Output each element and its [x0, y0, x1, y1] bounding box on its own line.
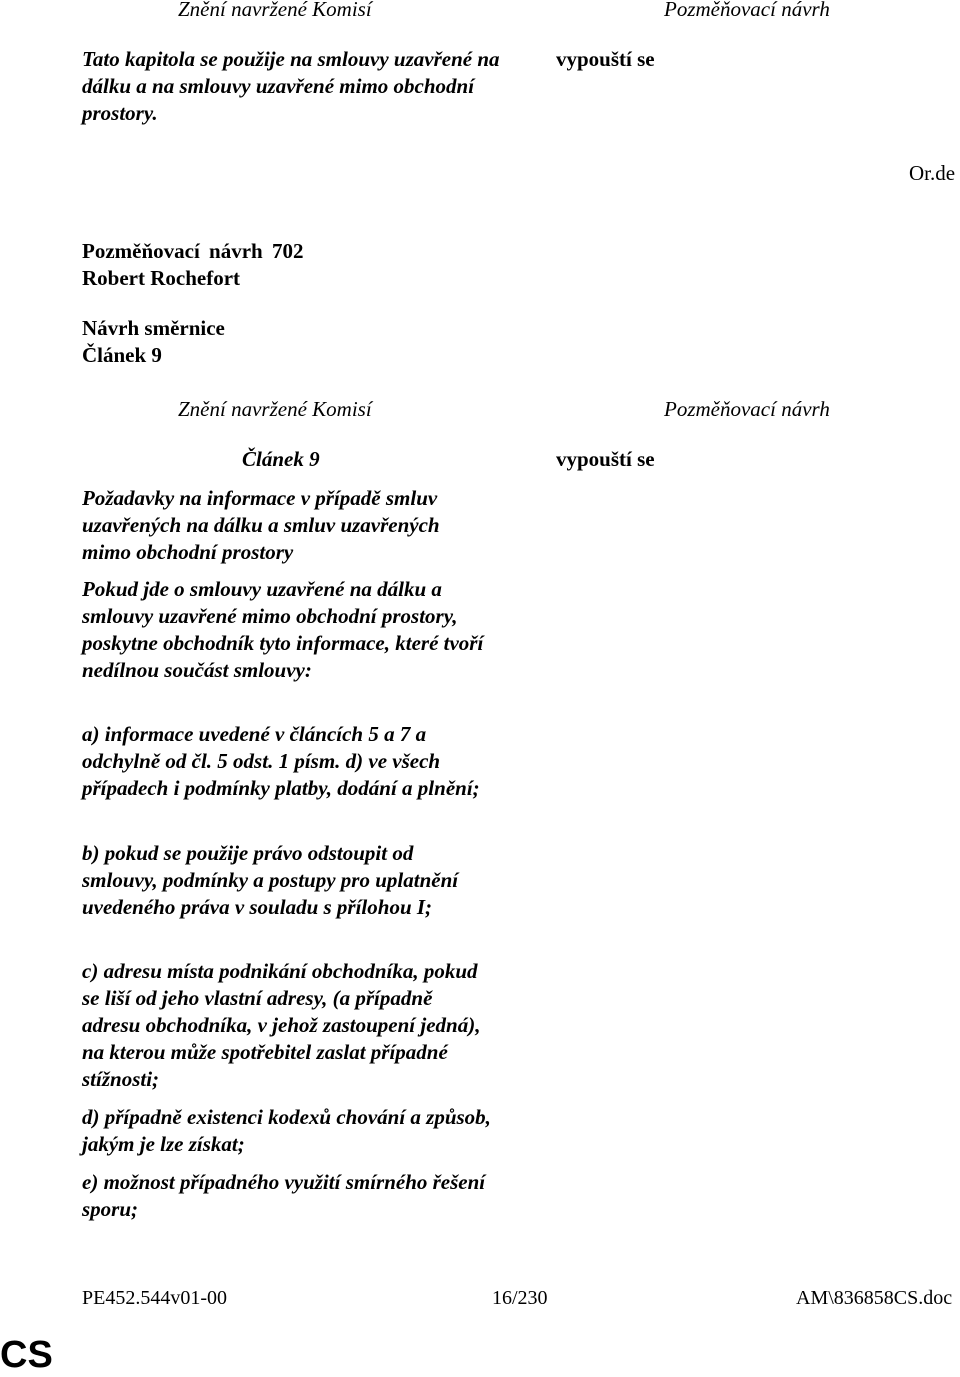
point-e: e) možnost případného využití smírného řešení sporu;	[82, 1170, 486, 1221]
point-d: d) případně existenci kodexů chování a způsob, jakým je lze získat;	[82, 1105, 491, 1156]
left-column-header-2: Znění navržené Komisí	[178, 397, 372, 421]
amendment-author: Robert Rochefort	[82, 266, 241, 290]
footer-doc-ref: PE452.544v01-00	[82, 1287, 227, 1309]
article-title: Požadavky na informace v případě smluv uzavřených na dálku a smluv uzavřených mimo obchodní prostory	[82, 486, 440, 564]
point-c: c) adresu místa podnikání obchodníka, pokud se liší od jeho vlastní adresy, (a případně adresu obchodníka, v jehož zastoupení jedná), na kterou může spotřebitel zaslat případné stížnosti;	[82, 959, 481, 1091]
article-reference: Článek 9	[82, 343, 162, 367]
article-heading: Článek 9	[242, 447, 320, 471]
commission-text: Tato kapitola se použije na smlouvy uzavřené na dálku a na smlouvy uzavřené mimo obchodní prostory.	[82, 47, 500, 125]
point-b: b) pokud se použije právo odstoupit od smlouvy, podmínky a postupy pro uplatnění uvedeného práva v souladu s přílohou I;	[82, 841, 459, 919]
document-reference: Návrh směrnice	[82, 316, 225, 340]
right-column-header: Pozměňovací návrh	[664, 0, 830, 21]
amendment-text: vypouští se	[556, 47, 655, 71]
amendment-text-2: vypouští se	[556, 447, 655, 471]
footer-page-number: 16/230	[492, 1287, 548, 1309]
left-column-header: Znění navržené Komisí	[178, 0, 372, 21]
point-a: a) informace uvedené v článcích 5 a 7 a odchylně od čl. 5 odst. 1 písm. d) ve všech případech i podmínky platby, dodání a plnění;	[82, 722, 480, 800]
language-code: CS	[0, 1334, 53, 1376]
article-intro: Pokud jde o smlouvy uzavřené na dálku a smlouvy uzavřené mimo obchodní prostory, poskytne obchodník tyto informace, které tvoří nedílnou součást smlouvy:	[82, 577, 484, 682]
amendment-title: Pozměňovací návrh 702	[82, 239, 304, 263]
right-column-header-2: Pozměňovací návrh	[664, 397, 830, 421]
original-language: Or.de	[909, 161, 956, 185]
footer-file-name: AM\836858CS.doc	[796, 1287, 953, 1309]
